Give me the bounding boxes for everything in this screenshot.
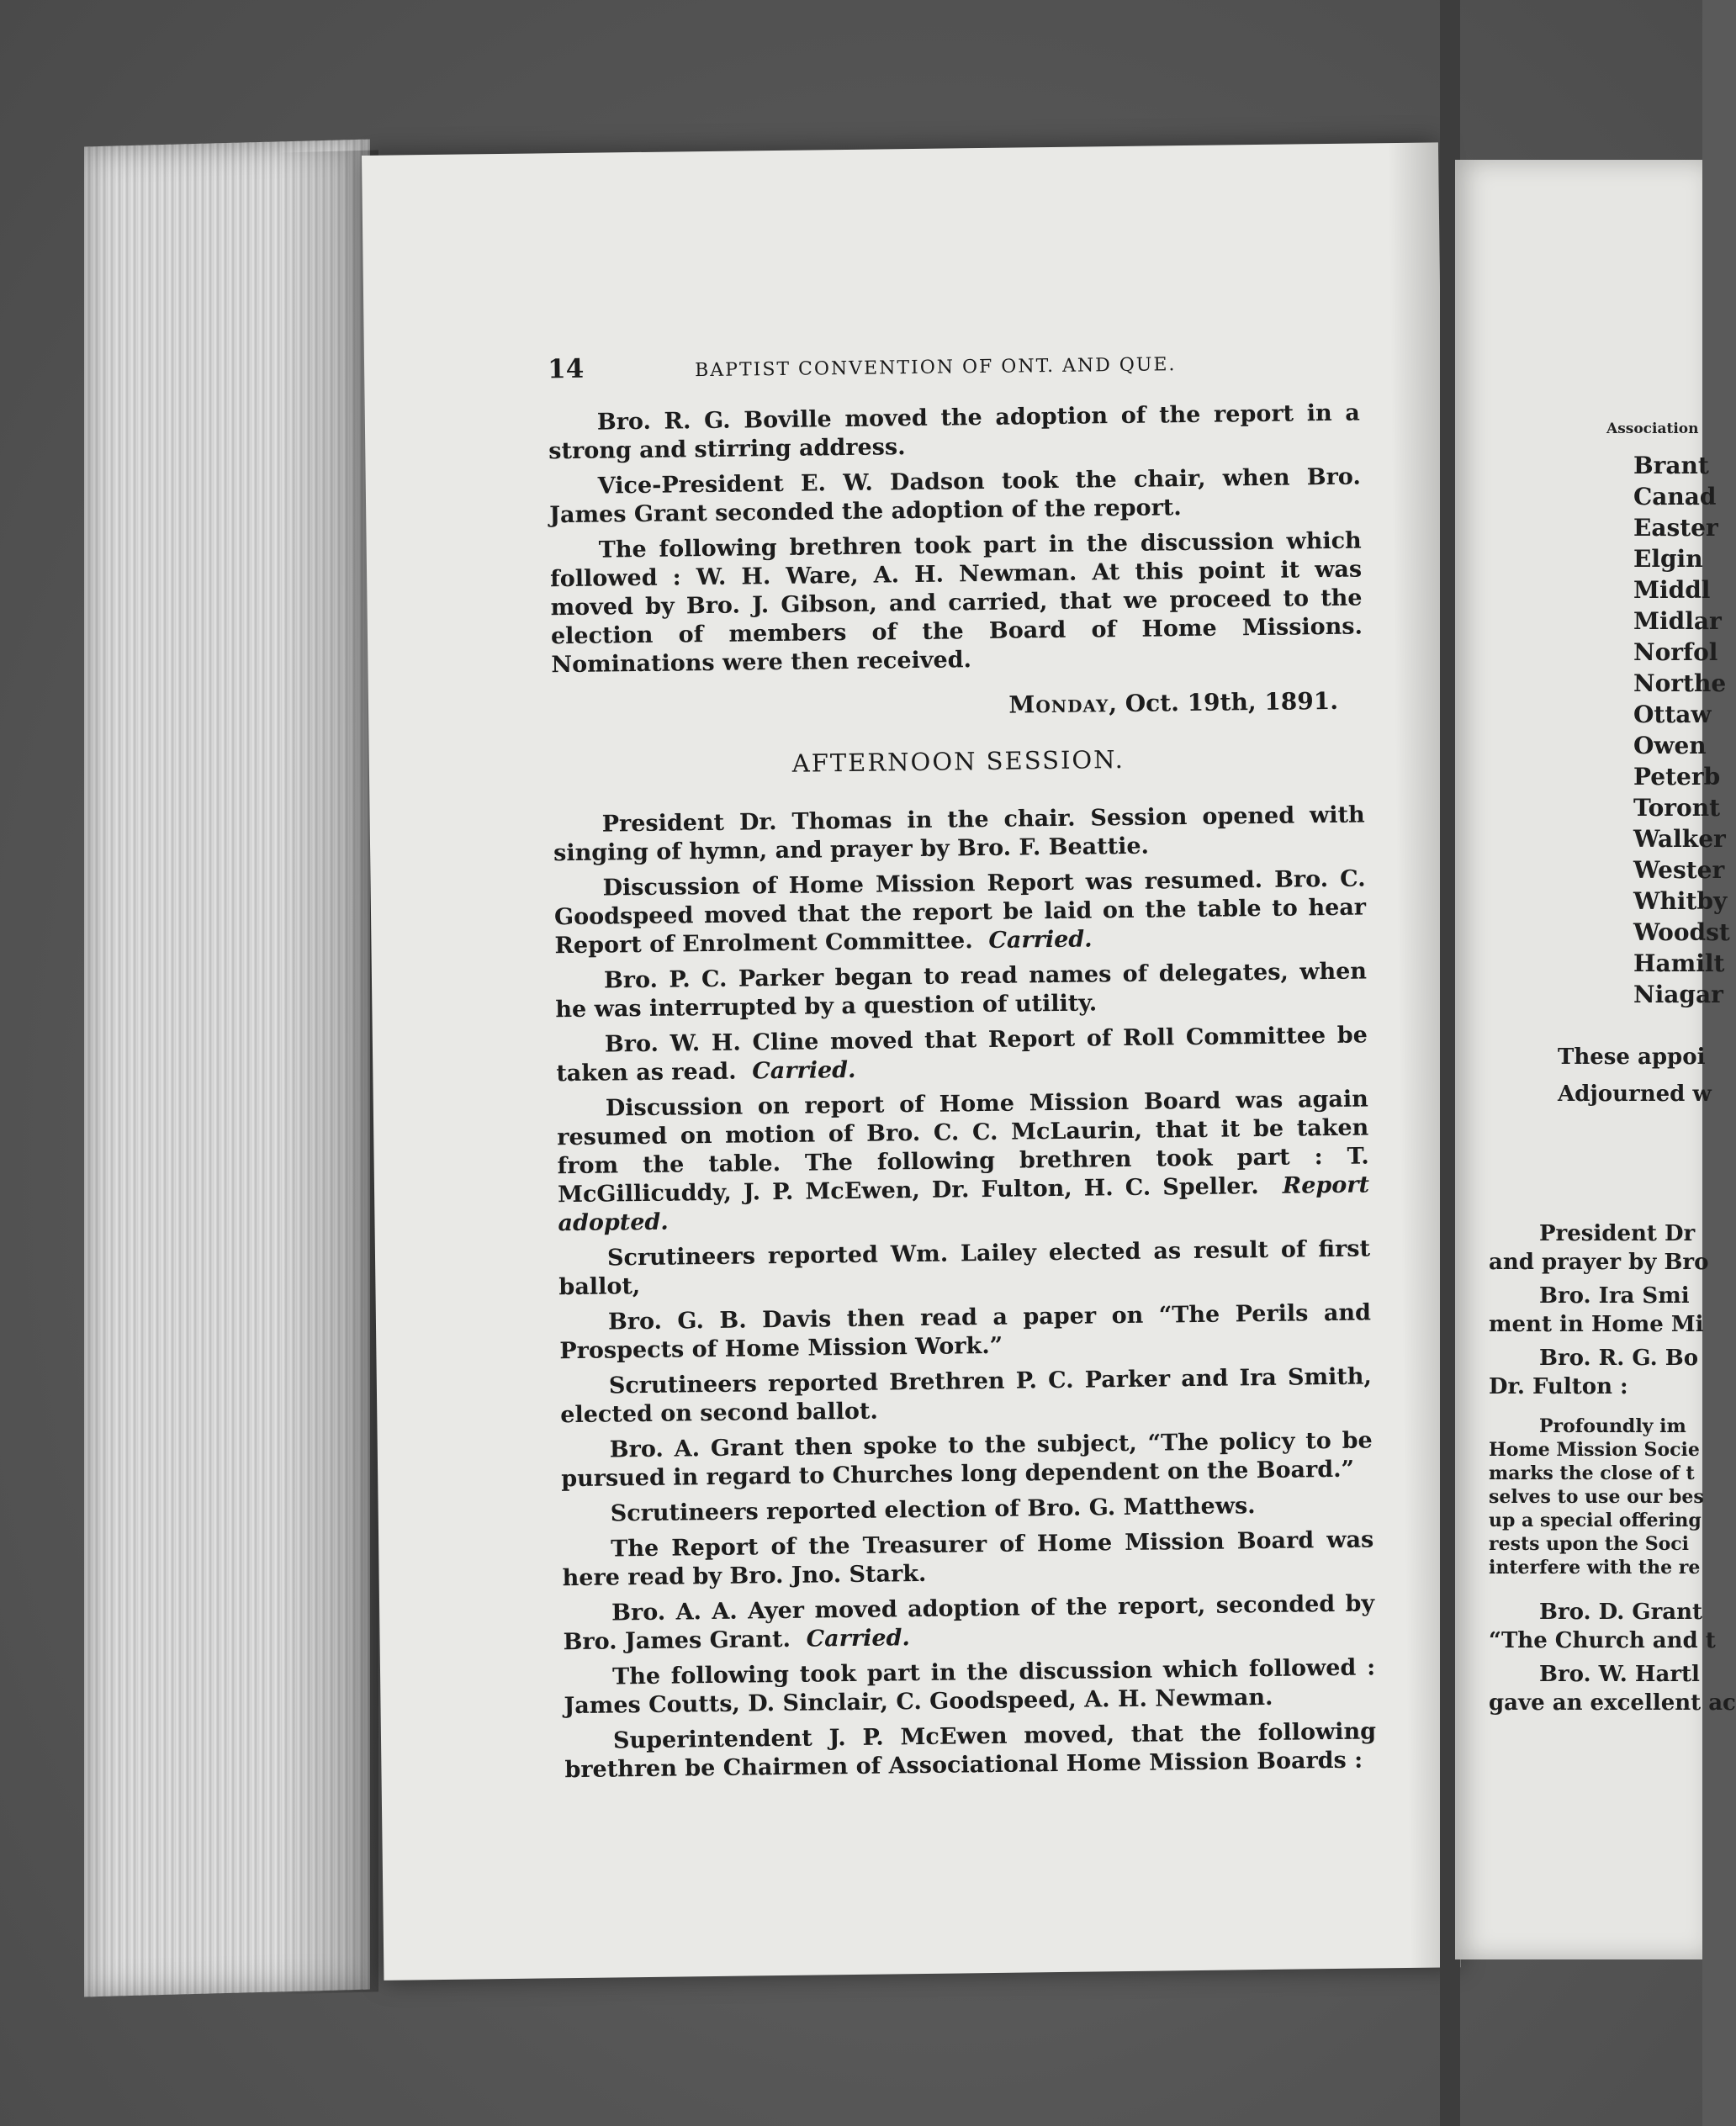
italic-note: Carried. bbox=[752, 1056, 856, 1085]
list-item: Toront bbox=[1633, 794, 1721, 822]
association-column-head: Association bbox=[1606, 420, 1699, 437]
list-item: Peterb bbox=[1633, 763, 1721, 791]
page-header bbox=[548, 346, 1359, 388]
resolution-text bbox=[1489, 1415, 1736, 1579]
association-list bbox=[1633, 450, 1730, 1010]
paragraph: Bro. A. Grant then spoke to the subject, “The policy to be pursued in regard to Churches long dependent on the Board.” bbox=[561, 1427, 1373, 1493]
text-line: Bro. D. Grant bbox=[1539, 1600, 1703, 1625]
list-item: Middl bbox=[1633, 576, 1711, 604]
right-page-text-b bbox=[1489, 1219, 1736, 1717]
text-line: interfere with the re bbox=[1489, 1557, 1701, 1579]
text-line: These appoi bbox=[1558, 1044, 1706, 1070]
list-item: Ottaw bbox=[1633, 701, 1712, 728]
right-page-text-a bbox=[1558, 1043, 1712, 1108]
list-item: Canad bbox=[1633, 483, 1717, 510]
list-item: Niagar bbox=[1633, 981, 1723, 1008]
list-item: Elgin bbox=[1633, 545, 1703, 573]
text-line: Bro. Ira Smi bbox=[1539, 1283, 1690, 1309]
paragraph-text: Bro. W. H. Cline moved that Report of Roll Committee be taken as read. bbox=[556, 1022, 1368, 1087]
list-item: Walker bbox=[1633, 825, 1726, 853]
paragraph: Superintendent J. P. McEwen moved, that the following brethren be Chairmen of Associational Home Mission Boards : bbox=[564, 1718, 1377, 1784]
list-item: Whitby bbox=[1633, 887, 1728, 915]
paragraph-text: Bro. A. A. Ayer moved adoption of the report, seconded by Bro. James Grant. bbox=[563, 1590, 1375, 1656]
text-line: and prayer by Bro bbox=[1489, 1250, 1709, 1275]
list-item: Northe bbox=[1633, 669, 1727, 697]
text-line: Bro. R. G. Bo bbox=[1539, 1346, 1699, 1371]
page-edge-shadow bbox=[278, 150, 378, 1994]
italic-note: Report adopted. bbox=[558, 1171, 1370, 1237]
text-line: ment in Home Mi bbox=[1489, 1312, 1704, 1337]
paragraph: President Dr. Thomas in the chair. Session opened with singing of hymn, and prayer by Bro. F. Beattie. bbox=[553, 801, 1365, 867]
text-line: gave an excellent ac bbox=[1489, 1690, 1736, 1716]
list-item: Woodst bbox=[1633, 918, 1730, 946]
paragraph bbox=[563, 1589, 1375, 1657]
paragraph: The following brethren took part in the discussion which followed : W. H. Ware, A. H. Newman. At this point it was moved by Bro. J. Gibson, and carried, that we proceed to the election of members of the Board of Home Missions. Nominations were then received. bbox=[549, 527, 1363, 679]
text-line: selves to use our bes bbox=[1489, 1486, 1704, 1508]
list-item: Hamilt bbox=[1633, 949, 1725, 977]
paragraph: Bro. R. G. Boville moved the adoption of the report in a strong and stirring address. bbox=[548, 399, 1361, 465]
paragraph: Scrutineers reported election of Bro. G. Matthews. bbox=[610, 1493, 1256, 1527]
paragraph: Scrutineers reported Brethren P. C. Parker and Ira Smith, elected on second ballot. bbox=[560, 1363, 1373, 1429]
text-line: Bro. W. Hartl bbox=[1539, 1662, 1700, 1687]
text-line: Home Mission Socie bbox=[1489, 1439, 1700, 1461]
list-item: Easter bbox=[1633, 514, 1718, 542]
paragraph: The Report of the Treasurer of Home Mission Board was here read by Bro. Jno. Stark. bbox=[562, 1526, 1374, 1592]
paragraph: Vice-President E. W. Dadson took the chair, when Bro. James Grant seconded the adoption of the report. bbox=[549, 463, 1361, 529]
paragraph bbox=[556, 1021, 1368, 1088]
paragraph bbox=[553, 865, 1366, 960]
paragraph-text: Discussion of Home Mission Report was resumed. Bro. C. Goodspeed moved that the report be laid on the table to hear Report of Enrolment Committee. bbox=[553, 865, 1367, 960]
list-item: Midlar bbox=[1633, 607, 1722, 635]
running-head: BAPTIST CONVENTION OF ONT. AND QUE. bbox=[695, 354, 1177, 382]
italic-note: Carried. bbox=[806, 1625, 911, 1653]
page-content bbox=[548, 346, 1377, 1792]
paragraph-text: Discussion on report of Home Mission Board was again resumed on motion of Bro. C. C. McLaurin, that it be taken from the table. The following brethren took part : T. McGillicuddy, J. P. McEwen, Dr. Fulton, H. C. Speller. bbox=[557, 1086, 1369, 1208]
date-rest: , Oct. 19th, 1891. bbox=[1109, 686, 1339, 718]
text-line: marks the close of t bbox=[1489, 1462, 1695, 1484]
session-date bbox=[552, 687, 1338, 725]
list-item: Owen bbox=[1633, 732, 1707, 759]
left-page bbox=[362, 142, 1460, 1980]
text-line: up a special offering bbox=[1489, 1510, 1702, 1531]
list-item: Wester bbox=[1633, 856, 1725, 884]
date-day: Monday bbox=[1008, 690, 1109, 719]
page-number: 14 bbox=[547, 353, 585, 385]
text-line: President Dr bbox=[1539, 1221, 1696, 1246]
list-item: Norfol bbox=[1633, 638, 1718, 666]
paragraph: Bro. G. B. Davis then read a paper on “The Perils and Prospects of Home Mission Work.” bbox=[559, 1299, 1372, 1365]
paragraph: Scrutineers reported Wm. Lailey elected as result of first ballot, bbox=[558, 1235, 1371, 1301]
list-item: Brant bbox=[1633, 452, 1709, 479]
text-line: Adjourned w bbox=[1558, 1082, 1712, 1107]
text-line: rests upon the Soci bbox=[1489, 1533, 1690, 1555]
section-title: AFTERNOON SESSION. bbox=[791, 744, 1125, 778]
paragraph: Bro. P. C. Parker began to read names of delegates, when he was interrupted by a question of utility. bbox=[555, 958, 1368, 1023]
italic-note: Carried. bbox=[988, 926, 1093, 954]
text-line: “The Church and t bbox=[1489, 1628, 1716, 1653]
paragraph: The following took part in the discussion which followed : James Coutts, D. Sinclair, C. Goodspeed, A. H. Newman. bbox=[564, 1654, 1376, 1720]
text-line: Dr. Fulton : bbox=[1489, 1374, 1628, 1399]
paragraph bbox=[557, 1085, 1370, 1238]
text-line: Profoundly im bbox=[1539, 1415, 1686, 1437]
right-page-fragment bbox=[1455, 160, 1736, 1959]
